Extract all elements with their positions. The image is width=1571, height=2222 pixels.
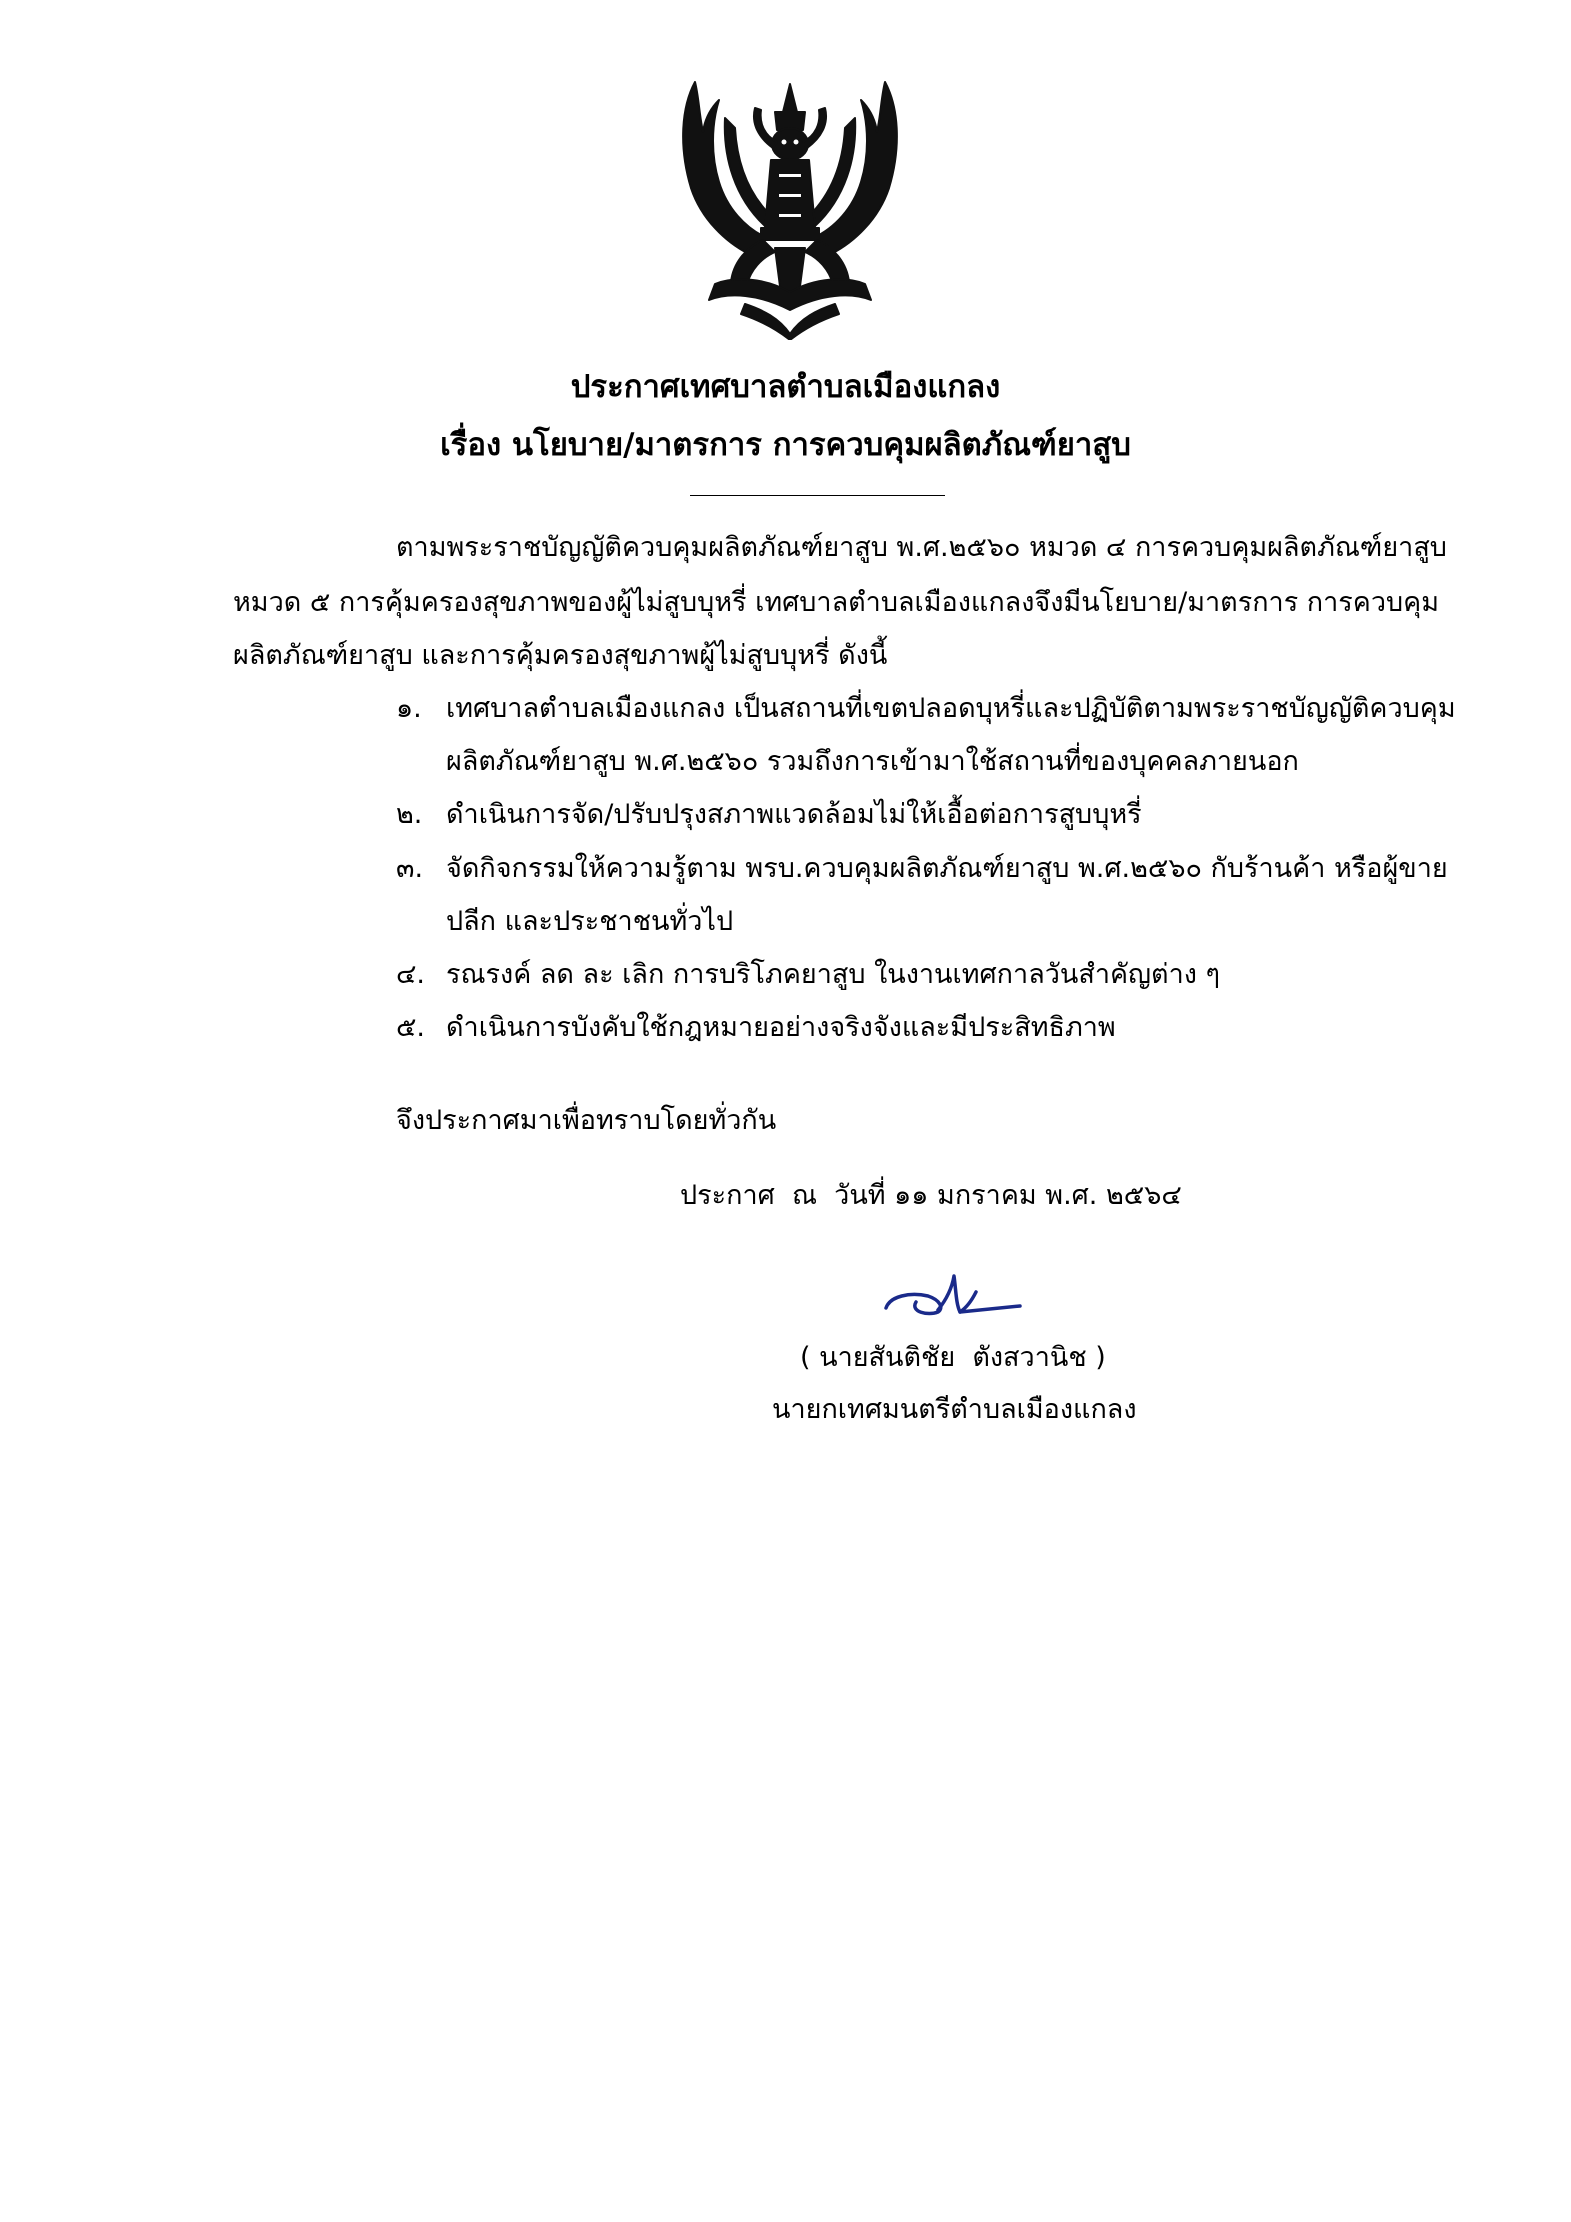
item-text: รณรงค์ ลด ละ เลิก การบริโภคยาสูบ ในงานเทศกาลวันสำคัญต่าง ๆ <box>446 959 1221 990</box>
item-number: ๔. <box>396 959 426 990</box>
item-text: ดำเนินการบังคับใช้กฎหมายอย่างจริงจังและมีประสิทธิภาพ <box>446 1012 1116 1043</box>
closing-statement: จึงประกาศมาเพื่อทราบโดยทั่วกัน <box>396 1105 777 1136</box>
item-text: จัดกิจกรรมให้ความรู้ตาม พรบ.ควบคุมผลิตภัณฑ์ยาสูบ พ.ศ.๒๕๖๐ กับร้านค้า หรือผู้ขาย <box>446 853 1448 884</box>
handwritten-signature-icon <box>880 1260 1030 1330</box>
item-text: ดำเนินการจัด/ปรับปรุงสภาพแวดล้อมไม่ให้เอื้อต่อการสูบบุหรี่ <box>446 799 1142 830</box>
intro-line-2: หมวด ๕ การคุ้มครองสุขภาพของผู้ไม่สูบบุหรี่ เทศบาลตำบลเมืองแกลงจึงมีนโยบาย/มาตรการ การควบคุม <box>233 587 1440 618</box>
intro-line-1: ตามพระราชบัญญัติควบคุมผลิตภัณฑ์ยาสูบ พ.ศ.๒๕๖๐ หมวด ๔ การควบคุมผลิตภัณฑ์ยาสูบ <box>396 532 1447 563</box>
item-text: เทศบาลตำบลเมืองแกลง เป็นสถานที่เขตปลอดบุหรี่และปฏิบัติตามพระราชบัญญัติควบคุม <box>446 693 1456 724</box>
announcement-subject: เรื่อง นโยบาย/มาตรการ การควบคุมผลิตภัณฑ์ยาสูบ <box>440 427 1131 463</box>
garuda-emblem-icon <box>675 78 905 340</box>
intro-line-3: ผลิตภัณฑ์ยาสูบ และการคุ้มครองสุขภาพผู้ไม่สูบบุหรี่ ดังนี้ <box>233 640 888 671</box>
signer-title: นายกเทศมนตรีตำบลเมืองแกลง <box>772 1394 1137 1425</box>
item-number: ๒. <box>396 799 423 830</box>
title-divider <box>690 495 945 496</box>
signer-name: ( นายสันติชัย ตังสวานิช ) <box>800 1342 1106 1373</box>
item-number: ๕. <box>396 1012 426 1043</box>
item-number: ๑. <box>396 693 422 724</box>
item-text-continued: ปลีก และประชาชนทั่วไป <box>446 906 734 937</box>
announcement-title: ประกาศเทศบาลตำบลเมืองแกลง <box>570 369 1001 405</box>
item-number: ๓. <box>396 853 424 884</box>
item-text-continued: ผลิตภัณฑ์ยาสูบ พ.ศ.๒๕๖๐ รวมถึงการเข้ามาใช้สถานที่ของบุคคลภายนอก <box>446 746 1299 777</box>
announcement-date: ประกาศ ณ วันที่ ๑๑ มกราคม พ.ศ. ๒๕๖๔ <box>680 1180 1182 1211</box>
